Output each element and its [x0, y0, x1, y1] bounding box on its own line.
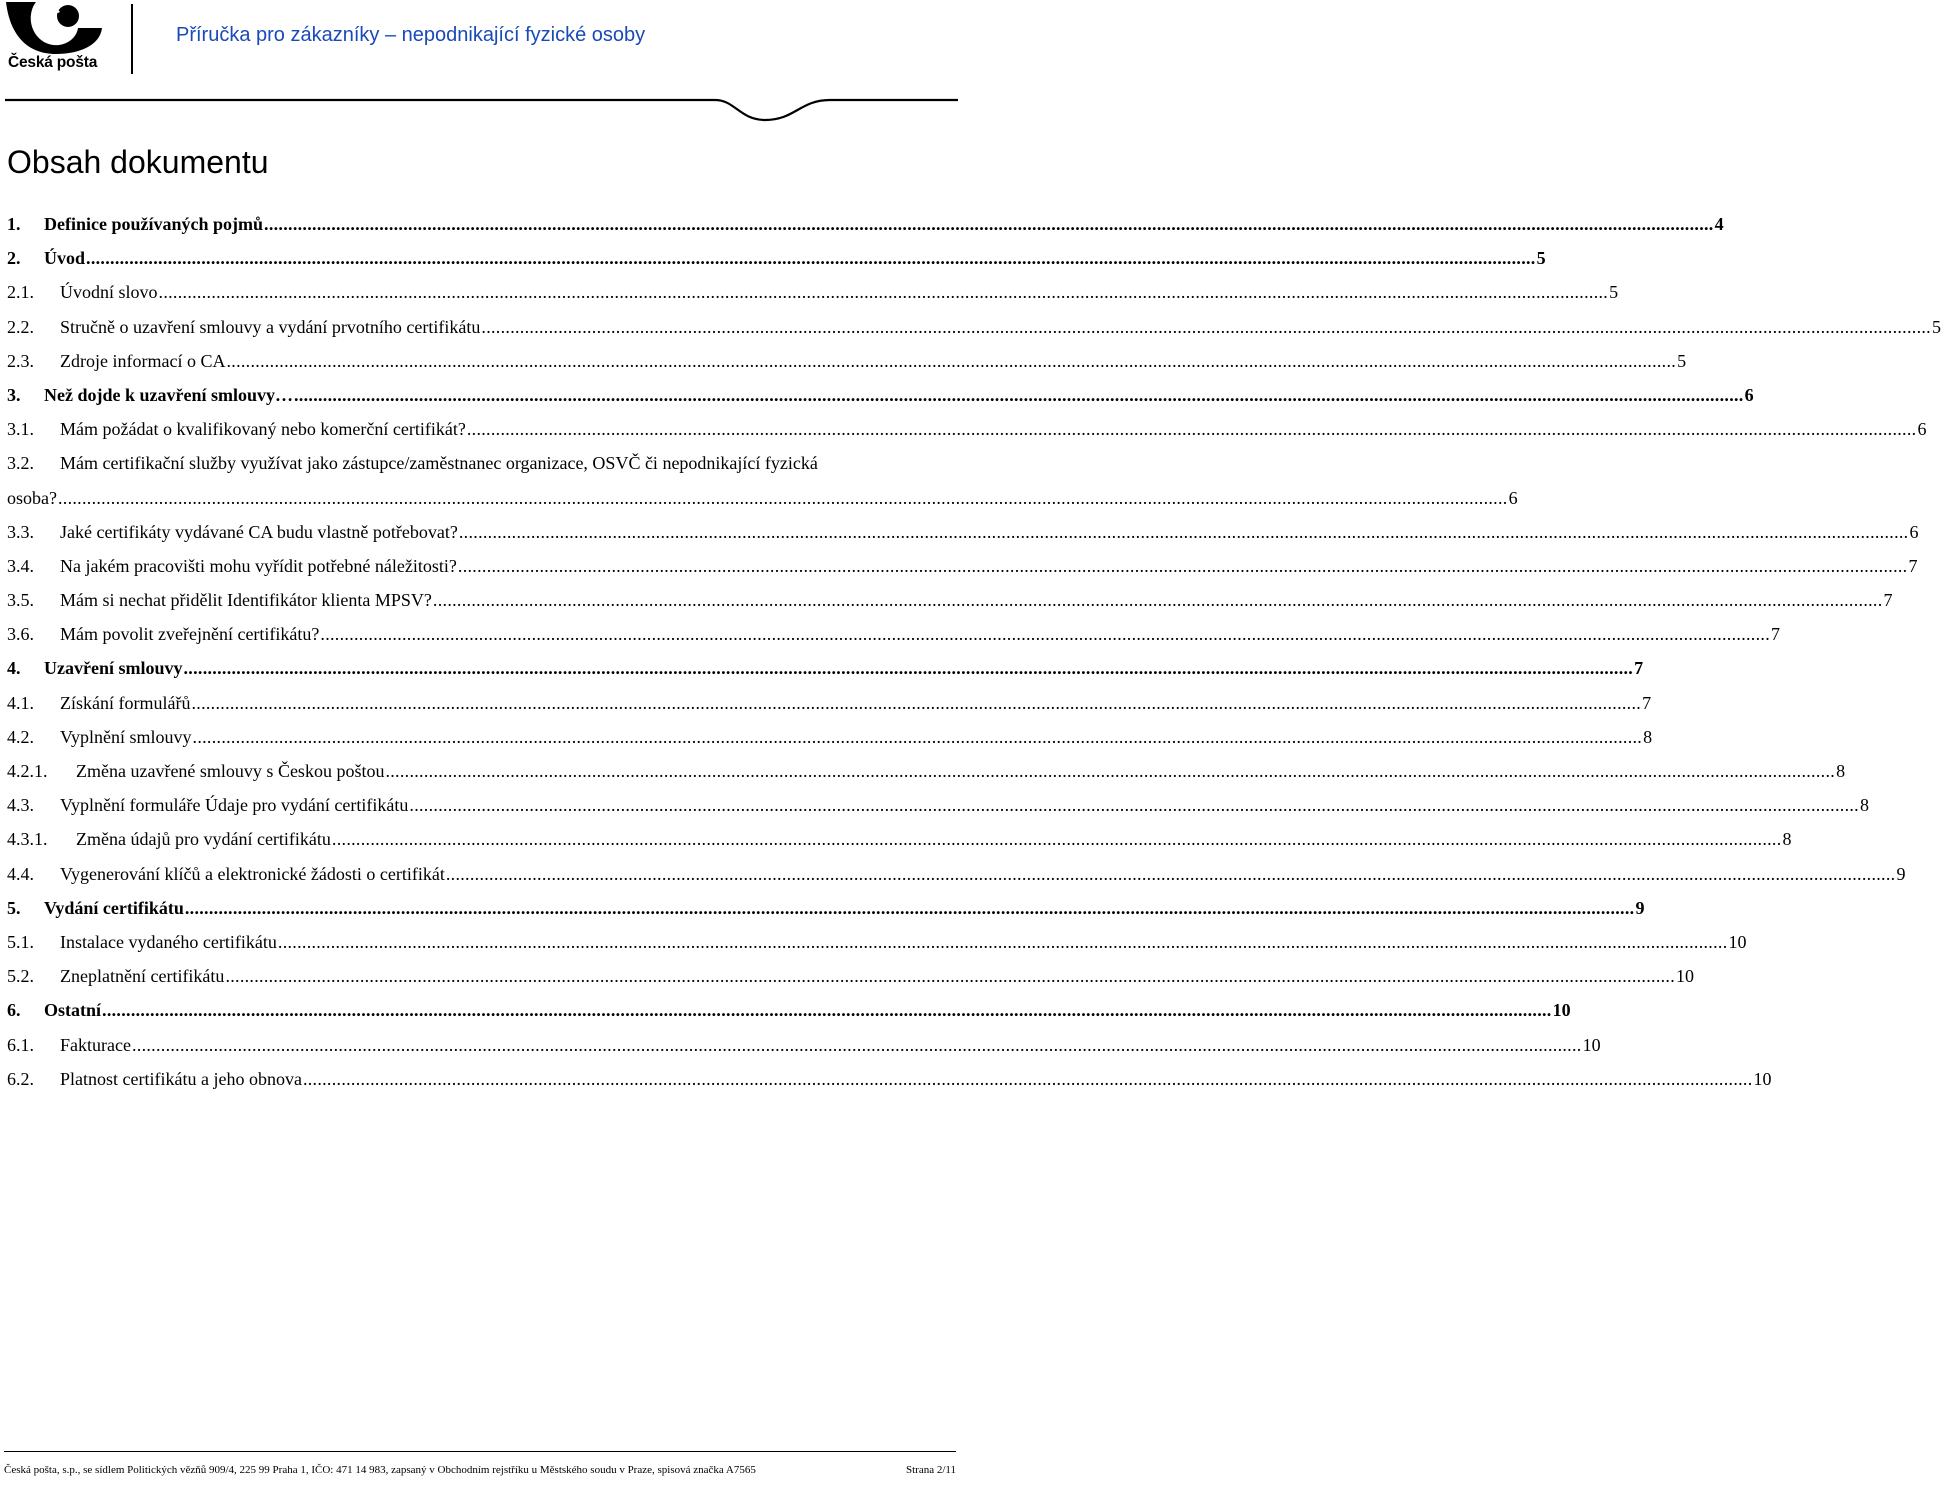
toc-entry-number: 4.4. [7, 863, 34, 884]
toc-entry-page: 8 [1836, 761, 1846, 782]
toc-leader-dots [278, 925, 1728, 959]
toc-entry-number: 4.2.1. [7, 761, 48, 782]
toc-entry[interactable] [7, 583, 1893, 617]
toc-leader-dots [193, 720, 1643, 754]
table-of-contents [7, 207, 1941, 1096]
logo-text: Česká pošta [8, 54, 98, 71]
toc-entry-title: Uzavření smlouvy [44, 658, 183, 679]
toc-entry-page: 7 [1642, 692, 1652, 713]
toc-leader-dots [132, 1028, 1582, 1062]
toc-entry-title: Úvodní slovo [60, 282, 158, 303]
toc-entry[interactable] [7, 549, 1918, 583]
toc-entry-number: 1. [7, 214, 21, 234]
toc-entry-title: Vyplnění formuláře Údaje pro vydání certifikátu [60, 795, 409, 816]
toc-entry-page: 6 [1909, 521, 1919, 542]
toc-entry-page: 5 [1609, 282, 1619, 303]
toc-entry[interactable] [7, 241, 1546, 275]
toc-entry[interactable] [7, 959, 1695, 993]
header-separator [131, 4, 133, 74]
toc-entry-number: 3.4. [7, 555, 34, 576]
toc-entry-number: 2.3. [7, 350, 34, 371]
toc-entry-title: Stručně o uzavření smlouvy a vydání prvotního certifikátu [60, 316, 481, 337]
toc-leader-dots [191, 686, 1641, 720]
toc-entry-title: Získání formulářů [60, 692, 191, 713]
toc-leader-dots [446, 857, 1896, 891]
toc-entry-page: 9 [1896, 863, 1906, 884]
toc-entry[interactable] [7, 651, 1644, 685]
toc-entry-title: Mám povolit zveřejnění certifikátu? [60, 624, 320, 645]
toc-leader-dots [264, 207, 1714, 241]
toc-entry-page: 8 [1860, 795, 1869, 816]
toc-entry-page: 7 [1883, 590, 1893, 611]
toc-entry-page: 5 [1677, 350, 1687, 371]
toc-entry[interactable] [7, 925, 1747, 959]
toc-entry-page: 7 [1771, 624, 1781, 645]
toc-entry-title: Platnost certifikátu a jeho obnova [60, 1068, 302, 1089]
footer [4, 1464, 956, 1476]
toc-entry[interactable] [7, 446, 1518, 514]
toc-entry[interactable] [7, 720, 1653, 754]
toc-entry[interactable] [7, 412, 1927, 446]
toc-leader-dots [294, 378, 1744, 412]
toc-entry-page: 9 [1635, 897, 1645, 918]
toc-leader-dots [481, 310, 1931, 344]
toc-entry-page: 6 [1917, 419, 1927, 440]
toc-entry-page: 7 [1908, 555, 1918, 576]
post-horn-icon [6, 2, 102, 54]
toc-leader-dots [332, 822, 1782, 856]
toc-entry[interactable] [7, 891, 1645, 925]
toc-entry-title: Vygenerování klíčů a elektronické žádosti o certifikát [60, 863, 445, 884]
toc-entry-page: 10 [1728, 931, 1747, 952]
toc-entry-number: 5. [7, 897, 21, 918]
toc-entry-title: Úvod [44, 248, 86, 269]
toc-entry-title: Ostatní [44, 1000, 102, 1021]
toc-entry-number: 3.1. [7, 419, 34, 440]
header-rule [0, 94, 960, 128]
toc-entry-title: Vyplnění smlouvy [60, 726, 192, 747]
toc-entry[interactable] [7, 857, 1906, 891]
toc-entry-number: 6.2. [7, 1068, 34, 1089]
toc-entry-number: 3.3. [7, 521, 34, 542]
toc-entry-title: Zdroje informací o CA [60, 350, 226, 371]
toc-leader-dots [225, 959, 1675, 993]
toc-entry-page: 6 [1508, 487, 1518, 508]
toc-entry-number: 2.2. [7, 316, 34, 337]
toc-entry-page: 7 [1634, 658, 1644, 679]
toc-entry-number: 5.1. [7, 931, 34, 952]
toc-entry-number: 6. [7, 1000, 21, 1021]
toc-leader-dots [467, 412, 1917, 446]
toc-leader-dots [385, 754, 1835, 788]
toc-entry-number: 3. [7, 384, 21, 405]
toc-entry[interactable] [7, 515, 1919, 549]
toc-entry[interactable] [7, 754, 1846, 788]
toc-leader-dots [102, 993, 1552, 1027]
toc-leader-dots [409, 788, 1859, 822]
toc-entry-page: 8 [1782, 829, 1792, 850]
toc-entry-number: 2.1. [7, 282, 34, 303]
toc-entry-number: 6.1. [7, 1034, 34, 1055]
toc-entry[interactable] [7, 207, 1724, 241]
ceska-posta-logo [6, 2, 102, 74]
toc-leader-dots [458, 549, 1908, 583]
toc-entry-title: Instalace vydaného certifikátu [60, 931, 277, 952]
toc-entry-title: Fakturace [60, 1034, 131, 1055]
toc-leader-dots [86, 241, 1536, 275]
toc-leader-dots [226, 344, 1676, 378]
toc-entry-number: 4.3. [7, 795, 34, 816]
toc-entry[interactable] [7, 378, 1754, 412]
footer-company: Česká pošta, s.p., se sídlem Politických vězňů 909/4, 225 99 Praha 1, IČO: 471 14 983, zapsaný v Obchodním rejstříku u Městského soudu v Praze, spisová značka A7565 [4, 1464, 756, 1476]
toc-entry-number: 3.5. [7, 590, 34, 611]
toc-entry-title: Změna uzavřené smlouvy s Českou poštou [76, 761, 385, 782]
toc-entry-number: 3.2. [7, 453, 34, 474]
toc-leader-dots [185, 891, 1635, 925]
toc-entry-title: Definice používaných pojmů [44, 214, 264, 234]
toc-entry-page: 8 [1643, 726, 1653, 747]
footer-rule [4, 1451, 956, 1452]
toc-entry-page: 5 [1932, 316, 1941, 337]
toc-entry[interactable] [7, 275, 1619, 309]
toc-entry-page: 5 [1536, 248, 1546, 269]
toc-entry-title: Změna údajů pro vydání certifikátu [76, 829, 331, 850]
toc-entry-number: 4.2. [7, 726, 34, 747]
toc-entry-title: Mám si nechat přidělit Identifikátor klienta MPSV? [60, 590, 432, 611]
toc-leader-dots [459, 515, 1909, 549]
toc-entry-page: 10 [1582, 1034, 1601, 1055]
toc-leader-dots [58, 481, 1508, 515]
toc-leader-dots [159, 275, 1609, 309]
toc-entry[interactable] [7, 993, 1571, 1027]
toc-leader-dots [320, 617, 1770, 651]
toc-leader-dots [433, 583, 1883, 617]
toc-entry-number: 2. [7, 248, 21, 269]
toc-entry-page: 10 [1753, 1068, 1772, 1089]
toc-entry[interactable] [7, 686, 1652, 720]
footer-page-number: Strana 2/11 [906, 1464, 956, 1476]
toc-entry-title: Zneplatnění certifikátu [60, 966, 225, 987]
toc-entry-page: 10 [1552, 1000, 1571, 1021]
toc-leader-dots [184, 651, 1634, 685]
toc-entry-title: Mám požádat o kvalifikovaný nebo komerční certifikát? [60, 419, 466, 440]
toc-entry-number: 5.2. [7, 966, 34, 987]
toc-entry-title: Mám certifikační služby využívat jako zástupce/zaměstnanec organizace, OSVČ či nepodnikající fyzická [60, 453, 818, 474]
header-title: Příručka pro zákazníky – nepodnikající fyzické osoby [176, 24, 646, 46]
toc-entry[interactable] [7, 1062, 1772, 1096]
toc-entry[interactable] [7, 310, 1941, 344]
toc-leader-dots [303, 1062, 1753, 1096]
toc-entry[interactable] [7, 788, 1869, 822]
toc-entry[interactable] [7, 344, 1687, 378]
toc-entry-number: 3.6. [7, 624, 34, 645]
toc-entry-title: Než dojde k uzavření smlouvy… [44, 384, 293, 405]
toc-entry-number: 4. [7, 658, 21, 679]
toc-entry[interactable] [7, 617, 1781, 651]
document-title: Obsah dokumentu [7, 144, 269, 180]
toc-entry[interactable] [7, 822, 1792, 856]
toc-entry[interactable] [7, 1028, 1601, 1062]
toc-entry-page: 4 [1714, 214, 1724, 234]
toc-entry-title: Vydání certifikátu [44, 897, 184, 918]
toc-entry-title: Na jakém pracovišti mohu vyřídit potřebné náležitosti? [60, 555, 457, 576]
toc-entry-number: 4.3.1. [7, 829, 48, 850]
toc-entry-page: 6 [1744, 384, 1754, 405]
toc-entry-title: Jaké certifikáty vydávané CA budu vlastně potřebovat? [60, 521, 458, 542]
toc-entry-number: 4.1. [7, 692, 34, 713]
toc-entry-title: osoba? [7, 487, 57, 508]
toc-entry-page: 10 [1676, 966, 1695, 987]
